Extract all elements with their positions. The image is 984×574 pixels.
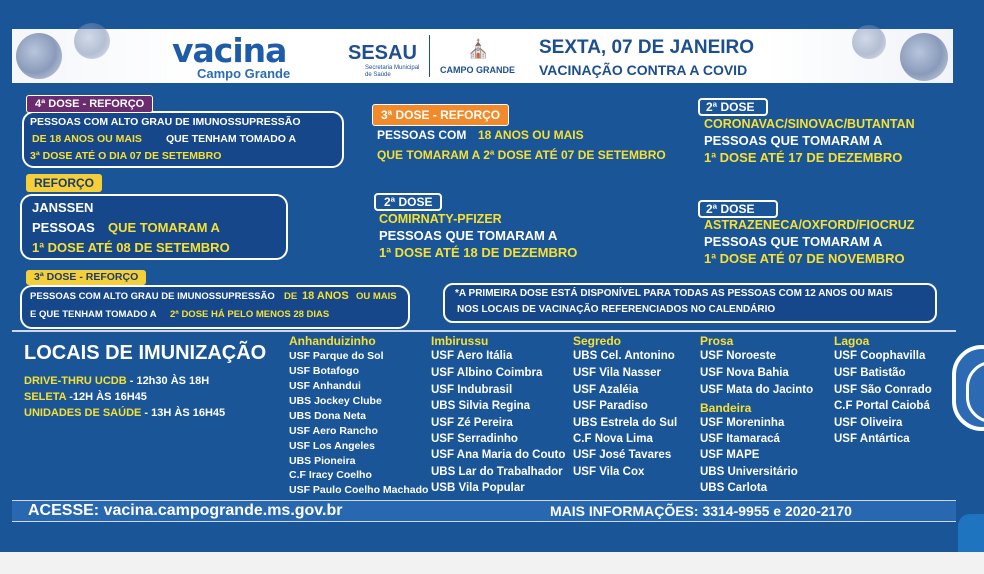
locais-title: LOCAIS DE IMUNIZAÇÃO <box>24 342 267 364</box>
list-item: USF MAPE <box>700 449 760 461</box>
website-link[interactable]: ACESSE: vacina.campogrande.ms.gov.br <box>28 502 343 519</box>
list-item: USF Anhandui <box>289 380 361 392</box>
dose3-line1a: PESSOAS COM <box>377 128 467 142</box>
page-date: SEXTA, 07 DE JANEIRO <box>539 37 755 58</box>
dose3-imuno-tag: 3ª DOSE - REFORÇO <box>26 270 146 285</box>
region-lagoa-title: Lagoa <box>834 334 870 348</box>
list-item: USF Azaléia <box>573 384 639 396</box>
poster-footer <box>12 500 956 522</box>
page-subtitle: VACINAÇÃO CONTRA A COVID <box>539 62 748 78</box>
region-anhanduizinho-title: Anhanduizinho <box>289 334 376 348</box>
dose2-astra-line1: ASTRAZENECA/OXFORD/FIOCRUZ <box>704 218 915 232</box>
note-line2: NOS LOCAIS DE VACINAÇÃO REFERENCIADOS NO CALENDÁRIO <box>457 304 776 315</box>
dose2-astra-line3: 1ª DOSE ATÉ 07 DE NOVEMBRO <box>704 251 905 266</box>
dose3-imuno-line2b: 2ª DOSE HÁ PELO MENOS 28 DIAS <box>170 309 330 320</box>
list-item: USF Paulo Coelho Machado <box>289 484 429 496</box>
list-item: USF Ana Maria do Couto <box>431 449 566 461</box>
list-item: USF Batistão <box>834 367 906 379</box>
list-item: C.F Nova Lima <box>573 433 653 445</box>
janssen-line1: JANSSEN <box>32 200 94 215</box>
list-item: USF Parque do Sol <box>289 350 384 362</box>
list-item: UBS Lar do Trabalhador <box>431 466 563 478</box>
dose2-astra-tag: 2ª DOSE <box>698 200 778 218</box>
list-item: C.F Iracy Coelho <box>289 469 372 481</box>
list-item: USF Serradinho <box>431 433 518 445</box>
list-item: USF Nova Bahia <box>700 367 789 379</box>
section-divider <box>12 330 956 332</box>
list-item: USF Botafogo <box>289 365 359 377</box>
list-item: USB Vila Popular <box>431 482 525 494</box>
page-nav-ring-icon <box>966 361 984 423</box>
list-item: USF Aero Rancho <box>289 425 378 437</box>
list-item: USF Vila Cox <box>573 466 645 478</box>
list-item: UBS Jockey Clube <box>289 395 382 407</box>
dose3-line2: QUE TOMARAM A 2ª DOSE ATÉ 07 DE SETEMBRO <box>377 148 666 162</box>
dose4-box <box>22 111 344 168</box>
virus-illustration-left-small <box>74 23 110 59</box>
janssen-line2a: PESSOAS <box>32 220 95 235</box>
list-item: UBS Universitário <box>700 466 798 478</box>
list-item: UBS Silvia Regina <box>431 400 531 412</box>
dose2-pfizer-line2: PESSOAS QUE TOMARAM A <box>379 228 558 243</box>
dose4-line2b: QUE TENHAM TOMADO A <box>166 133 297 145</box>
city-seal-icon: ⛪ <box>467 39 490 59</box>
list-item: UBS Cel. Antonino <box>573 350 675 362</box>
list-item: UBS Estrela do Sul <box>573 417 678 429</box>
list-item: USF Indubrasil <box>431 384 513 396</box>
hours-seleta: SELETA -12H ÀS 16H45 <box>24 391 147 403</box>
list-item: UBS Pioneira <box>289 455 356 467</box>
hours-drive-thru: DRIVE-THRU UCDB - 12h30 ÀS 18H <box>24 375 210 387</box>
dose2-coronavac-tag: 2ª DOSE <box>698 98 768 116</box>
vacina-logo-subtitle: Campo Grande <box>197 66 291 81</box>
dose3-imuno-box <box>20 285 410 329</box>
virus-illustration-right <box>900 33 948 81</box>
dose3-imuno-line1a: PESSOAS COM ALTO GRAU DE IMUNOSSUPRESSÃO <box>30 291 275 302</box>
janssen-line2b: QUE TOMARAM A <box>108 220 220 235</box>
dose3-imuno-line2a: E QUE TENHAM TOMADO A <box>30 309 157 320</box>
poster-header <box>12 29 953 83</box>
dose3-imuno-line1b: DE <box>284 291 298 302</box>
dose3-imuno-line1c: 18 ANOS <box>302 290 349 302</box>
list-item: USF São Conrado <box>834 384 932 396</box>
first-dose-note-box <box>443 283 937 323</box>
region-bandeira-title: Bandeira <box>700 401 752 415</box>
prefeitura-logo: CAMPO GRANDE <box>440 65 516 75</box>
list-item: USF José Tavares <box>573 449 672 461</box>
list-item: USF Coophavilla <box>834 350 926 362</box>
list-item: UBS Dona Neta <box>289 410 367 422</box>
janssen-box <box>20 194 288 260</box>
list-item: USF Itamaracá <box>700 433 780 445</box>
dose2-coronavac-line2: PESSOAS QUE TOMARAM A <box>704 133 883 148</box>
dose3-tag: 3ª DOSE - REFORÇO <box>372 104 509 126</box>
list-item: UBS Carlota <box>700 482 768 494</box>
janssen-tag: REFORÇO <box>26 174 102 192</box>
dose2-astra-line2: PESSOAS QUE TOMARAM A <box>704 234 883 249</box>
list-item: USF Noroeste <box>700 350 777 362</box>
dose2-pfizer-tag: 2ª DOSE <box>374 193 442 211</box>
contact-info: MAIS INFORMAÇÕES: 3314-9955 e 2020-2170 <box>550 503 852 519</box>
vacina-logo: vacina <box>172 31 287 70</box>
virus-illustration-left <box>16 33 62 79</box>
dose4-line3: 3ª DOSE ATÉ O DIA 07 DE SETEMBRO <box>30 150 222 162</box>
list-item: USF Moreninha <box>700 417 785 429</box>
dose2-pfizer-line1: COMIRNATY-PFIZER <box>379 212 502 226</box>
region-imbirussu-title: Imbirussu <box>431 334 489 348</box>
virus-illustration-right-small <box>852 25 886 59</box>
header-divider <box>429 35 430 77</box>
list-item: USF Aero Itália <box>431 350 513 362</box>
janssen-line3: 1ª DOSE ATÉ 08 DE SETEMBRO <box>32 240 230 255</box>
dose3-imuno-line1d: OU MAIS <box>356 291 397 302</box>
list-item: USF Vila Nasser <box>573 367 662 379</box>
dose2-pfizer-line3: 1ª DOSE ATÉ 18 DE DEZEMBRO <box>379 245 578 260</box>
region-segredo-title: Segredo <box>573 334 622 348</box>
note-line1: *A PRIMEIRA DOSE ESTÁ DISPONÍVEL PARA TODAS AS PESSOAS COM 12 ANOS OU MAIS <box>455 288 893 299</box>
list-item: USF Oliveira <box>834 417 903 429</box>
list-item: C.F Portal Caiobá <box>834 400 930 412</box>
list-item: USF Paradiso <box>573 400 648 412</box>
page-nav-button[interactable] <box>952 345 984 431</box>
dose4-line2a: DE 18 ANOS OU MAIS <box>32 133 142 145</box>
list-item: USF Mata do Jacinto <box>700 384 814 396</box>
list-item: USF Antártica <box>834 433 910 445</box>
list-item: USF Los Angeles <box>289 440 375 452</box>
sesau-logo: SESAU <box>348 42 417 64</box>
sesau-subtitle: Secretaria Municipal de Saúde <box>365 65 420 78</box>
list-item: USF Albino Coimbra <box>431 367 543 379</box>
dose2-coronavac-line1: CORONAVAC/SINOVAC/BUTANTAN <box>704 117 915 131</box>
dose3-line1b: 18 ANOS OU MAIS <box>478 128 584 142</box>
dose2-coronavac-line3: 1ª DOSE ATÉ 17 DE DEZEMBRO <box>704 150 903 165</box>
list-item: USF Zé Pereira <box>431 417 513 429</box>
bottom-strip <box>0 552 984 574</box>
region-prosa-title: Prosa <box>700 334 734 348</box>
hours-unidades: UNIDADES DE SAÚDE - 13H ÀS 16H45 <box>24 407 226 419</box>
dose4-line1: PESSOAS COM ALTO GRAU DE IMUNOSSUPRESSÃO <box>30 116 301 128</box>
dose4-tag: 4ª DOSE - REFORÇO <box>26 95 153 113</box>
